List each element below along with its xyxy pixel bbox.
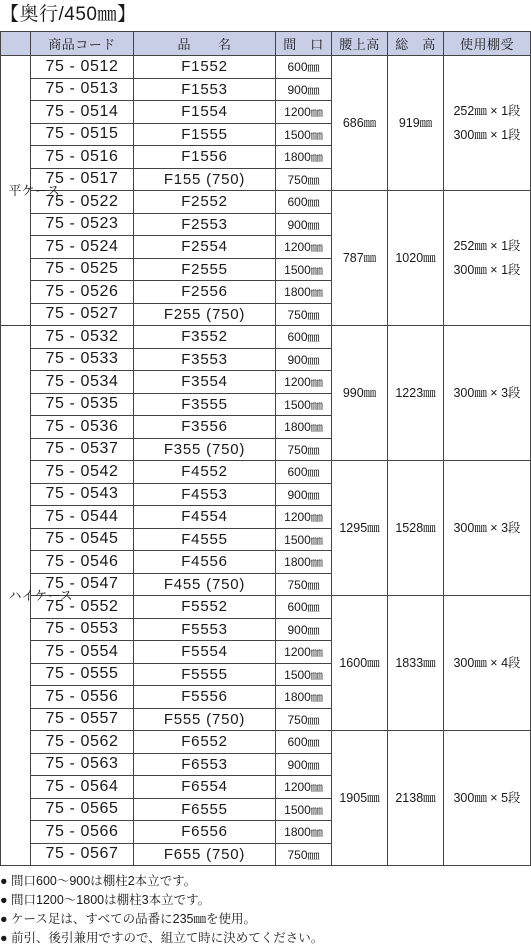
- note-item: [0, 910, 530, 929]
- product-code: 75 - 0515: [31, 123, 134, 146]
- product-code: 75 - 0545: [31, 528, 134, 551]
- category-label: [1, 56, 60, 326]
- product-code: 75 - 0556: [31, 686, 134, 709]
- shelf-bracket-line: 252㎜ × 1段: [453, 239, 521, 253]
- product-code: 75 - 0533: [31, 348, 134, 371]
- product-code: 75 - 0534: [31, 371, 134, 394]
- note-item: [0, 872, 530, 891]
- product-code: 75 - 0514: [31, 101, 134, 124]
- page-title: 【奥行/450㎜】: [0, 4, 137, 25]
- category-text: 平ケース: [8, 183, 60, 198]
- frontage: 1200㎜: [276, 641, 332, 664]
- note-text: 間口1200～1800は棚柱3本立です。: [11, 893, 211, 907]
- header-shelf-bracket: 使用棚受: [444, 32, 531, 56]
- note-text: 前引、後引兼用ですので、組立て時に決めてください。: [11, 931, 324, 945]
- product-name: F4555: [134, 528, 276, 551]
- product-code: 75 - 0513: [31, 78, 134, 101]
- product-name: F555 (750): [134, 708, 276, 731]
- waist-height: 686㎜: [332, 56, 388, 191]
- product-code: 75 - 0537: [31, 438, 134, 461]
- shelf-bracket: [444, 596, 531, 731]
- frontage: 1500㎜: [276, 258, 332, 281]
- product-code: 75 - 0552: [31, 596, 134, 619]
- product-name: F1554: [134, 101, 276, 124]
- shelf-bracket-line: 252㎜ × 1段: [453, 104, 521, 118]
- table-row: [1, 326, 531, 349]
- frontage: 1800㎜: [276, 821, 332, 844]
- product-code: 75 - 0525: [31, 258, 134, 281]
- shelf-bracket-line: 300㎜ × 4段: [453, 656, 521, 670]
- note-text: ケース足は、すべての品番に235㎜を使用。: [11, 912, 256, 926]
- waist-height: 1295㎜: [332, 461, 388, 596]
- frontage: 900㎜: [276, 618, 332, 641]
- product-spec-table: [0, 31, 531, 866]
- total-height: 1020㎜: [388, 191, 444, 326]
- product-code: 75 - 0522: [31, 191, 134, 214]
- product-name: F455 (750): [134, 573, 276, 596]
- product-name: F2553: [134, 213, 276, 236]
- frontage: 1800㎜: [276, 686, 332, 709]
- frontage: 1200㎜: [276, 776, 332, 799]
- product-code: 75 - 0543: [31, 483, 134, 506]
- product-name: F6552: [134, 731, 276, 754]
- product-name: F3552: [134, 326, 276, 349]
- frontage: 600㎜: [276, 461, 332, 484]
- shelf-bracket: [444, 56, 531, 191]
- frontage: 750㎜: [276, 438, 332, 461]
- product-code: 75 - 0523: [31, 213, 134, 236]
- category-label: [1, 326, 73, 866]
- bullet-icon: ●: [0, 893, 8, 907]
- product-name: F5555: [134, 663, 276, 686]
- product-code: 75 - 0544: [31, 506, 134, 529]
- note-item: [0, 891, 530, 910]
- shelf-bracket-line: 300㎜ × 3段: [453, 521, 521, 535]
- frontage: 600㎜: [276, 731, 332, 754]
- note-item: [0, 929, 530, 948]
- table-row: [1, 596, 531, 619]
- product-name: F1552: [134, 56, 276, 79]
- shelf-bracket-line: 300㎜ × 1段: [453, 263, 521, 277]
- table-row: [1, 461, 531, 484]
- frontage: 1200㎜: [276, 371, 332, 394]
- frontage: 900㎜: [276, 483, 332, 506]
- frontage: 1800㎜: [276, 551, 332, 574]
- total-height: 919㎜: [388, 56, 444, 191]
- product-name: F2552: [134, 191, 276, 214]
- product-name: F4553: [134, 483, 276, 506]
- product-name: F3556: [134, 416, 276, 439]
- product-name: F6556: [134, 821, 276, 844]
- product-name: F2554: [134, 236, 276, 259]
- frontage: 1800㎜: [276, 416, 332, 439]
- bullet-icon: ●: [0, 931, 8, 945]
- product-name: F1553: [134, 78, 276, 101]
- header-product-code: 商品コード: [31, 32, 134, 56]
- product-name: F4554: [134, 506, 276, 529]
- product-name: F6555: [134, 798, 276, 821]
- product-name: F1555: [134, 123, 276, 146]
- frontage: 1800㎜: [276, 146, 332, 169]
- frontage: 1200㎜: [276, 101, 332, 124]
- frontage: 1200㎜: [276, 506, 332, 529]
- shelf-bracket: [444, 191, 531, 326]
- product-name: F6553: [134, 753, 276, 776]
- bullet-icon: ●: [0, 912, 8, 926]
- header-waist-height: 腰上高: [332, 32, 388, 56]
- product-name: F3553: [134, 348, 276, 371]
- total-height: 1223㎜: [388, 326, 444, 461]
- product-code: 75 - 0563: [31, 753, 134, 776]
- frontage: 600㎜: [276, 191, 332, 214]
- product-code: 75 - 0524: [31, 236, 134, 259]
- bullet-icon: ●: [0, 874, 8, 888]
- product-name: F3554: [134, 371, 276, 394]
- frontage: 750㎜: [276, 573, 332, 596]
- frontage: 900㎜: [276, 78, 332, 101]
- shelf-bracket: [444, 461, 531, 596]
- product-name: F355 (750): [134, 438, 276, 461]
- product-code: 75 - 0564: [31, 776, 134, 799]
- frontage: 750㎜: [276, 303, 332, 326]
- product-name: F5552: [134, 596, 276, 619]
- waist-height: 1905㎜: [332, 731, 388, 866]
- frontage: 1500㎜: [276, 123, 332, 146]
- frontage: 900㎜: [276, 753, 332, 776]
- table-row: [1, 56, 531, 79]
- header-total-height: 総 高: [388, 32, 444, 56]
- total-height: 1833㎜: [388, 596, 444, 731]
- product-code: 75 - 0532: [31, 326, 134, 349]
- frontage: 600㎜: [276, 596, 332, 619]
- product-code: 75 - 0562: [31, 731, 134, 754]
- header-frontage: 間 口: [276, 32, 332, 56]
- product-name: F2556: [134, 281, 276, 304]
- shelf-bracket-line: 300㎜ × 3段: [453, 386, 521, 400]
- total-height: 1528㎜: [388, 461, 444, 596]
- product-code: 75 - 0512: [31, 56, 134, 79]
- product-name: F3555: [134, 393, 276, 416]
- frontage: 1500㎜: [276, 528, 332, 551]
- product-name: F2555: [134, 258, 276, 281]
- category-text: ハイケース: [8, 588, 73, 603]
- product-name: F155 (750): [134, 168, 276, 191]
- frontage: 1500㎜: [276, 393, 332, 416]
- product-name: F6554: [134, 776, 276, 799]
- shelf-bracket: [444, 731, 531, 866]
- frontage: 600㎜: [276, 326, 332, 349]
- product-name: F5554: [134, 641, 276, 664]
- product-code: 75 - 0566: [31, 821, 134, 844]
- product-name: F4552: [134, 461, 276, 484]
- product-code: 75 - 0553: [31, 618, 134, 641]
- product-code: 75 - 0567: [31, 843, 134, 866]
- table-row: [1, 731, 531, 754]
- waist-height: 990㎜: [332, 326, 388, 461]
- frontage: 750㎜: [276, 843, 332, 866]
- product-code: 75 - 0557: [31, 708, 134, 731]
- product-code: 75 - 0516: [31, 146, 134, 169]
- frontage: 1800㎜: [276, 281, 332, 304]
- shelf-bracket-line: 300㎜ × 1段: [453, 128, 521, 142]
- frontage: 750㎜: [276, 708, 332, 731]
- shelf-bracket: [444, 326, 531, 461]
- frontage: 900㎜: [276, 348, 332, 371]
- product-code: 75 - 0536: [31, 416, 134, 439]
- product-code: 75 - 0546: [31, 551, 134, 574]
- frontage: 1200㎜: [276, 236, 332, 259]
- frontage: 1500㎜: [276, 798, 332, 821]
- frontage: 600㎜: [276, 56, 332, 79]
- table-row: [1, 191, 531, 214]
- shelf-bracket-line: 300㎜ × 5段: [453, 791, 521, 805]
- product-name: F4556: [134, 551, 276, 574]
- frontage: 900㎜: [276, 213, 332, 236]
- header-category: [1, 32, 31, 56]
- product-name: F5553: [134, 618, 276, 641]
- product-code: 75 - 0527: [31, 303, 134, 326]
- frontage: 750㎜: [276, 168, 332, 191]
- total-height: 2138㎜: [388, 731, 444, 866]
- product-code: 75 - 0517: [31, 168, 134, 191]
- note-text: 間口600～900は棚柱2本立です。: [11, 874, 197, 888]
- waist-height: 1600㎜: [332, 596, 388, 731]
- product-code: 75 - 0554: [31, 641, 134, 664]
- product-code: 75 - 0547: [31, 573, 134, 596]
- notes: [0, 872, 530, 948]
- waist-height: 787㎜: [332, 191, 388, 326]
- product-code: 75 - 0535: [31, 393, 134, 416]
- product-code: 75 - 0542: [31, 461, 134, 484]
- product-name: F255 (750): [134, 303, 276, 326]
- product-name: F1556: [134, 146, 276, 169]
- header-product-name: 品 名: [134, 32, 276, 56]
- table-header: [1, 32, 531, 56]
- product-code: 75 - 0555: [31, 663, 134, 686]
- product-name: F5556: [134, 686, 276, 709]
- table-body: [1, 56, 531, 866]
- frontage: 1500㎜: [276, 663, 332, 686]
- product-code: 75 - 0565: [31, 798, 134, 821]
- product-code: 75 - 0526: [31, 281, 134, 304]
- product-name: F655 (750): [134, 843, 276, 866]
